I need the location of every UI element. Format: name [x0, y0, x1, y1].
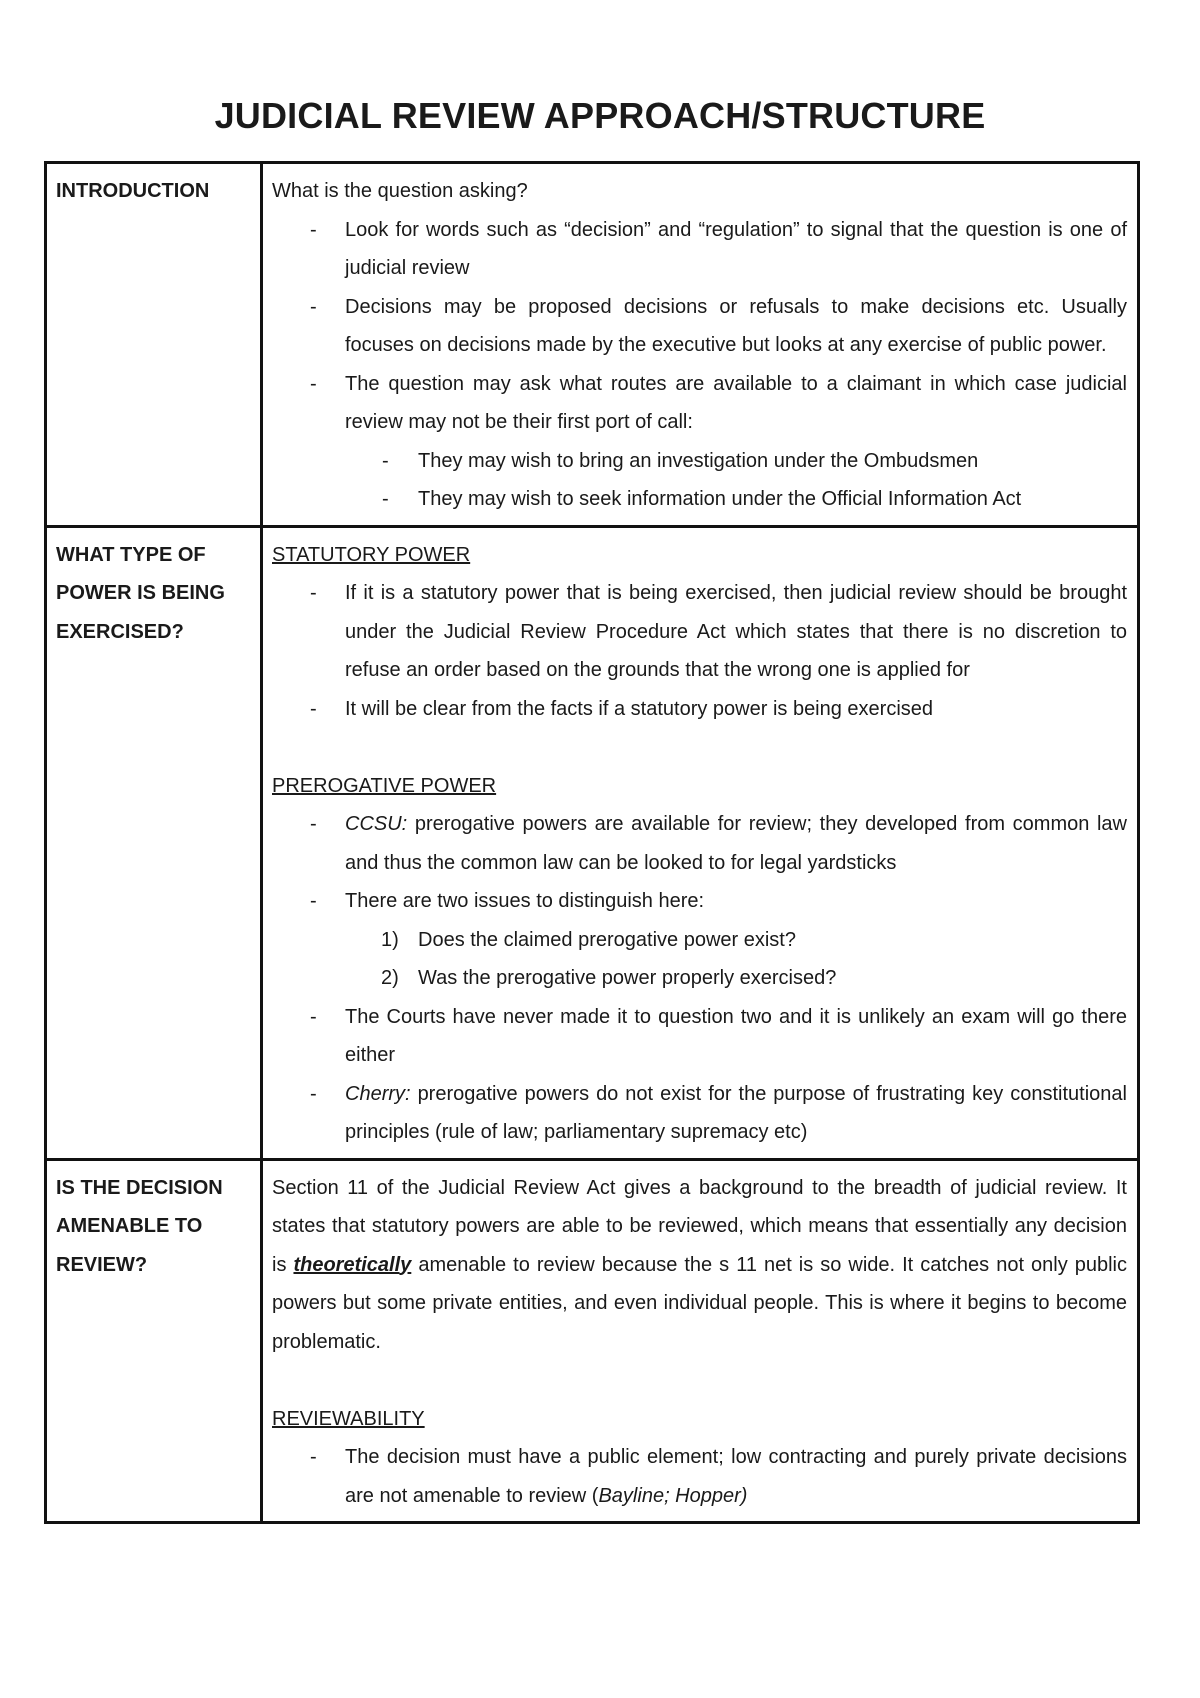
list-item: - It will be clear from the facts if a statutory power is being exercised — [272, 690, 1127, 729]
case-name-cherry: Cherry: — [345, 1082, 411, 1105]
list-item: - They may wish to seek information under the Official Information Act — [272, 480, 1127, 519]
spacer — [272, 728, 1127, 767]
spacer — [272, 1361, 1127, 1400]
section-11-paragraph — [272, 1169, 1127, 1362]
table-row-power-type — [46, 526, 1139, 1159]
list-item — [272, 805, 1127, 882]
prerogative-power-heading: PREROGATIVE POWER — [272, 774, 497, 797]
row-label-line: POWER IS BEING — [56, 582, 225, 604]
intro-sub-bullet-list — [272, 442, 1127, 519]
list-item: - Decisions may be proposed decisions or refusals to make decisions etc. Usually focuses on decisions made by the executive but looks at any exercise of public power. — [272, 288, 1127, 365]
row-content-power-type — [262, 526, 1139, 1159]
table-row-introduction — [46, 163, 1139, 527]
item-text: Does the claimed prerogative power exist? — [418, 928, 796, 951]
list-item: - They may wish to bring an investigation under the Ombudsmen — [272, 442, 1127, 481]
reviewability-bullet-list — [272, 1438, 1127, 1515]
intro-bullet-list — [272, 211, 1127, 442]
statutory-bullet-list — [272, 574, 1127, 728]
row-label-introduction — [46, 163, 262, 527]
row-label-text: INTRODUCTION — [56, 180, 210, 202]
jr-structure-table — [44, 161, 1140, 1524]
list-item: - The Courts have never made it to question two and it is unlikely an exam will go there either — [272, 998, 1127, 1075]
list-item — [272, 1075, 1127, 1152]
case-names-bayline-hopper: Bayline; Hopper) — [598, 1484, 748, 1507]
list-item — [272, 959, 1127, 998]
table-row-amenable — [46, 1159, 1139, 1523]
prerogative-bullet-list — [272, 805, 1127, 921]
ccsu-text: prerogative powers are available for review; they developed from common law and thus the common law can be looked to for legal yardsticks — [345, 813, 1127, 874]
prerogative-bullet-list-2 — [272, 998, 1127, 1152]
item-number: 1) — [381, 928, 399, 951]
page-title: JUDICIAL REVIEW APPROACH/STRUCTURE — [214, 95, 986, 136]
list-item — [272, 921, 1127, 960]
row-content-introduction — [262, 163, 1139, 527]
para-text: amenable to review because the s 11 net is so wide. It catches not only public powers but some private entities, and even individual people. This is where it begins to become problematic. — [272, 1253, 1127, 1353]
intro-question: What is the question asking? — [272, 180, 528, 202]
row-label-power-type — [46, 526, 262, 1159]
list-item: - There are two issues to distinguish here: — [272, 882, 1127, 921]
item-number: 2) — [381, 967, 399, 989]
para-text: Section 11 of the Judicial Review Act gives a background to the breadth of judicial review. It states that statutory powers are able to be reviewed, which means that essentially any decision is — [272, 1176, 1127, 1276]
row-label-line: AMENABLE TO — [56, 1215, 203, 1237]
row-label-line: IS THE DECISION — [56, 1176, 223, 1199]
list-item: - Look for words such as “decision” and “regulation” to signal that the question is one of judicial review — [272, 211, 1127, 288]
list-item: - The question may ask what routes are available to a claimant in which case judicial review may not be their first port of call: — [272, 365, 1127, 442]
reviewability-text: The decision must have a public element; low contracting and purely private decisions are not amenable to review ( — [345, 1446, 1127, 1507]
item-text: Was the prerogative power properly exercised? — [418, 967, 837, 989]
statutory-power-heading: STATUTORY POWER — [272, 543, 471, 566]
row-label-line: REVIEW? — [56, 1253, 148, 1276]
row-content-amenable — [262, 1159, 1139, 1523]
row-label-line: EXERCISED? — [56, 620, 184, 643]
list-item — [272, 1438, 1127, 1515]
case-name-ccsu: CCSU: — [345, 813, 408, 835]
emphasis-theoretically: theoretically — [293, 1253, 412, 1276]
list-item: - If it is a statutory power that is being exercised, then judicial review should be brought under the Judicial Review Procedure Act which states that there is no discretion to refuse an order based on the grounds that the wrong one is applied for — [272, 574, 1127, 690]
issues-numbered-list — [272, 921, 1127, 998]
reviewability-heading: REVIEWABILITY — [272, 1407, 425, 1430]
cherry-text: prerogative powers do not exist for the purpose of frustrating key constitutional principles (rule of law; parliamentary supremacy etc) — [345, 1082, 1127, 1143]
row-label-amenable — [46, 1159, 262, 1523]
row-label-line: WHAT TYPE OF — [56, 543, 206, 566]
